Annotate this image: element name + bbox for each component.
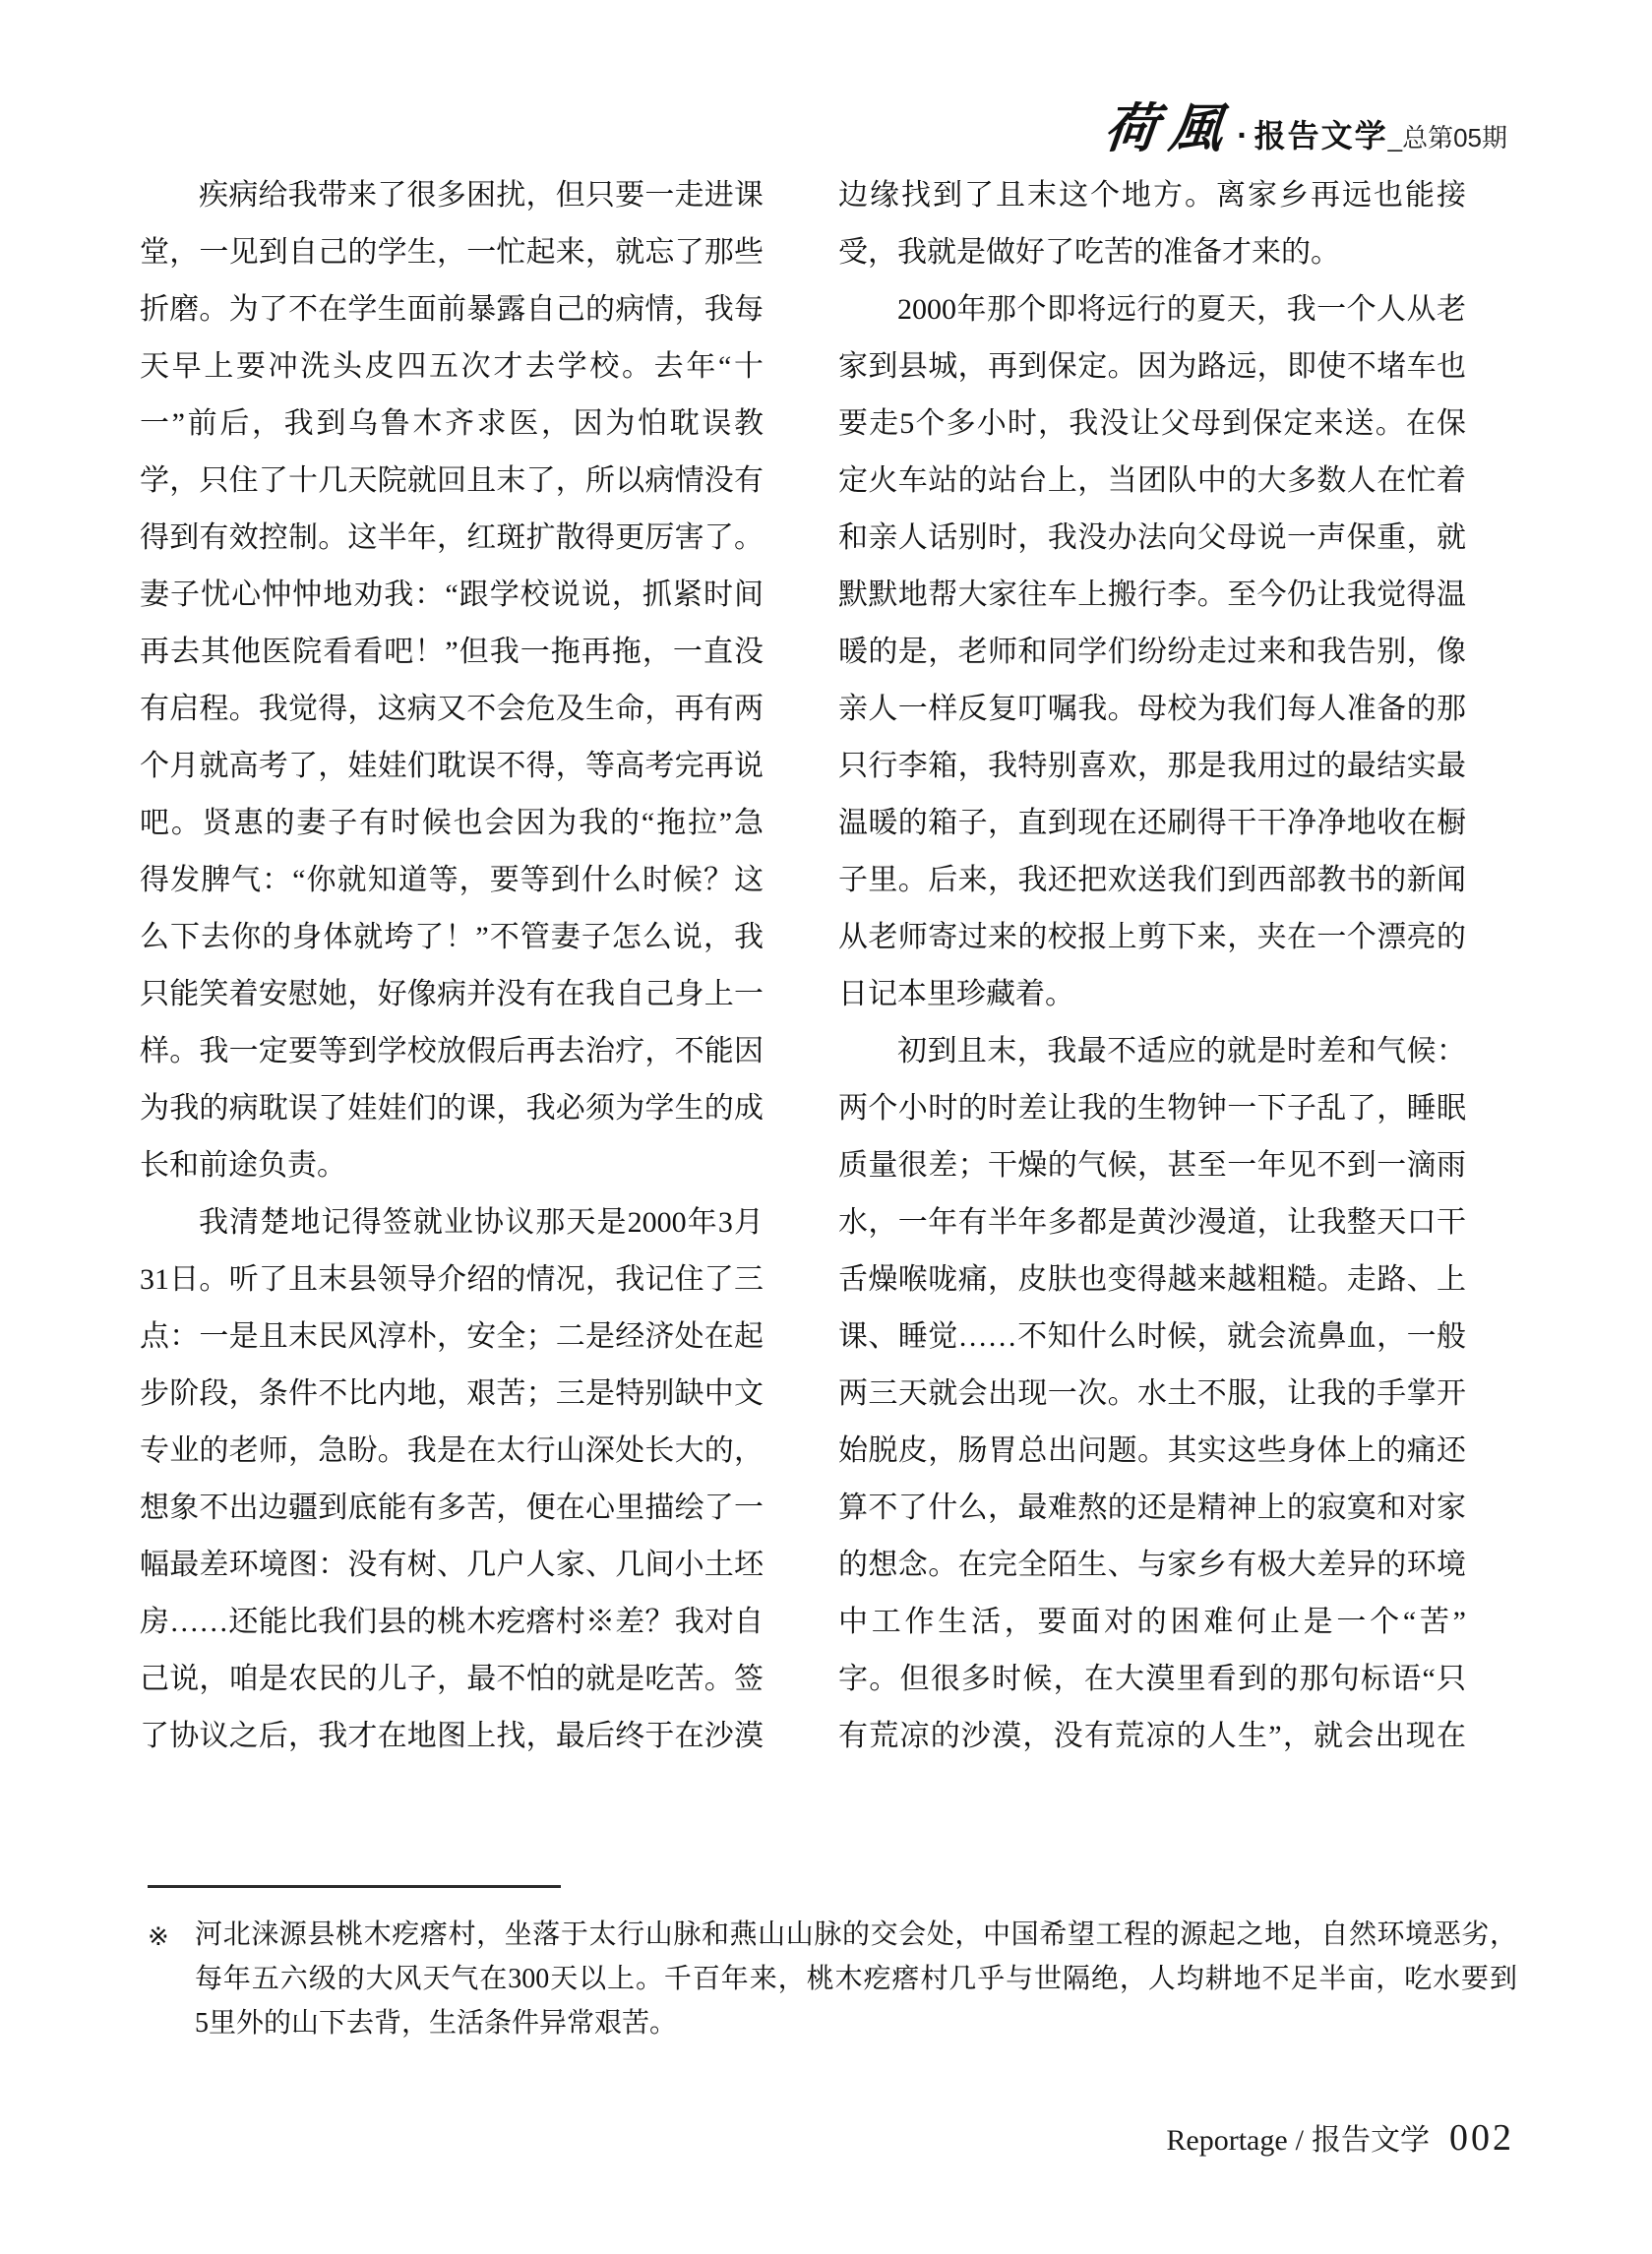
header-issue-number: _总第05期: [1387, 123, 1507, 152]
text-line: 2000年那个即将远行的夏天，我一个人从老: [897, 293, 1466, 326]
text-line: 学，只住了十几天院就回且末了，所以病情没有: [140, 464, 764, 497]
footnote-divider: [148, 1885, 561, 1888]
text-line: 一”前后，我到乌鲁木齐求医，因为怕耽误教: [140, 407, 764, 440]
text-line: 专业的老师，急盼。我是在太行山深处长大的，: [140, 1434, 764, 1467]
text-line: 默默地帮大家往车上搬行李。至今仍让我觉得温: [838, 579, 1466, 611]
text-line: 初到且末，我最不适应的就是时差和气候：: [897, 1035, 1466, 1067]
text-line: 堂，一见到自己的学生，一忙起来，就忘了那些: [140, 236, 764, 269]
text-line: 河北涞源县桃木疙瘩村，坐落于太行山脉和燕山山脉的交会处，中国希望工程的源起之地，自然环境恶劣，: [195, 1919, 1517, 1950]
text-line: 日记本里珍藏着。: [838, 978, 1074, 1010]
footer-journal-en: Reportage: [1166, 2124, 1288, 2157]
text-line: 舌燥喉咙痛，皮肤也变得越来越粗糙。走路、上: [838, 1263, 1466, 1296]
text-line: 只行李箱，我特别喜欢，那是我用过的最结实最: [838, 750, 1466, 782]
text-line: 样。我一定要等到学校放假后再去治疗，不能因: [140, 1035, 764, 1067]
footnote-text: [195, 1913, 1517, 2045]
text-line: 子里。后来，我还把欢送我们到西部教书的新闻: [838, 864, 1466, 896]
text-line: 从老师寄过来的校报上剪下来，夹在一个漂亮的: [838, 921, 1466, 953]
footnote-marker: ※: [148, 1922, 169, 1951]
text-line: 折磨。为了不在学生面前暴露自己的病情，我每: [140, 293, 764, 326]
page-header: [1101, 87, 1507, 162]
text-line: 得发脾气：“你就知道等，要等到什么时候？这: [140, 864, 764, 896]
text-line: 么下去你的身体就垮了！”不管妻子怎么说，我: [140, 921, 764, 953]
text-line: 质量很差；干燥的气候，甚至一年见不到一滴雨: [838, 1149, 1466, 1182]
text-line: 要走5个多小时，我没让父母到保定来送。在保: [838, 407, 1466, 440]
article-column-left: [140, 167, 764, 1765]
text-line: 了协议之后，我才在地图上找，最后终于在沙漠: [140, 1720, 764, 1752]
text-line: 和亲人话别时，我没办法向父母说一声保重，就: [838, 521, 1466, 554]
text-line: 我清楚地记得签就业协议那天是2000年3月: [199, 1206, 764, 1239]
text-line: 想象不出边疆到底能有多苦，便在心里描绘了一: [140, 1492, 764, 1524]
header-separator-dot: ·: [1237, 117, 1249, 154]
text-line: 定火车站的站台上，当团队中的大多数人在忙着: [838, 464, 1466, 497]
text-line: 字。但很多时候，在大漠里看到的那句标语“只: [838, 1663, 1466, 1695]
text-line: 天早上要冲洗头皮四五次才去学校。去年“十: [140, 350, 764, 383]
text-line: 房……还能比我们县的桃木疙瘩村※差？我对自: [140, 1606, 764, 1638]
page-footer: [1166, 2115, 1514, 2160]
text-line: 受，我就是做好了吃苦的准备才来的。: [838, 236, 1340, 269]
text-line: 每年五六级的大风天气在300天以上。千百年来，桃木疙瘩村几乎与世隔绝，人均耕地不足半亩，吃水要到: [195, 1964, 1517, 1994]
text-line: 疾病给我带来了很多困扰，但只要一走进课: [199, 179, 764, 212]
journal-logo: 荷風: [1101, 96, 1239, 159]
text-line: 亲人一样反复叮嘱我。母校为我们每人准备的那: [838, 693, 1466, 725]
text-line: 中工作生活，要面对的困难何止是一个“苦”: [838, 1606, 1466, 1638]
footnote: [148, 1913, 1517, 2045]
text-line: 个月就高考了，娃娃们耽误不得，等高考完再说: [140, 750, 764, 782]
text-line: 暖的是，老师和同学们纷纷走过来和我告别，像: [838, 636, 1466, 668]
text-line: 己说，咱是农民的儿子，最不怕的就是吃苦。签: [140, 1663, 764, 1695]
text-line: 步阶段，条件不比内地，艰苦；三是特别缺中文: [140, 1377, 764, 1410]
text-line: 幅最差环境图：没有树、几户人家、几间小土坯: [140, 1549, 764, 1581]
text-line: 家到县城，再到保定。因为路远，即使不堵车也: [838, 350, 1466, 383]
article-column-right: [838, 167, 1466, 1765]
footer-page-number: 002: [1449, 2117, 1514, 2159]
text-line: 算不了什么，最难熬的还是精神上的寂寞和对家: [838, 1492, 1466, 1524]
text-line: 两三天就会出现一次。水土不服，让我的手掌开: [838, 1377, 1466, 1410]
text-line: 两个小时的时差让我的生物钟一下子乱了，睡眠: [838, 1092, 1466, 1125]
text-line: 31日。听了且末县领导介绍的情况，我记住了三: [140, 1263, 764, 1296]
text-line: 妻子忧心忡忡地劝我：“跟学校说说，抓紧时间: [140, 579, 764, 611]
text-line: 为我的病耽误了娃娃们的课，我必须为学生的成: [140, 1092, 764, 1125]
text-line: 的想念。在完全陌生、与家乡有极大差异的环境: [838, 1549, 1466, 1581]
text-line: 只能笑着安慰她，好像病并没有在我自己身上一: [140, 978, 764, 1010]
text-line: 5里外的山下去背，生活条件异常艰苦。: [195, 2008, 678, 2039]
text-line: 课、睡觉……不知什么时候，就会流鼻血，一般: [838, 1320, 1466, 1353]
footer-slash: /: [1295, 2124, 1304, 2157]
text-line: 温暖的箱子，直到现在还刷得干干净净地收在橱: [838, 807, 1466, 839]
header-section-title: 报告文学: [1254, 118, 1388, 153]
text-line: 点：一是且末民风淳朴，安全；二是经济处在起: [140, 1320, 764, 1353]
text-line: 吧。贤惠的妻子有时候也会因为我的“拖拉”急: [140, 807, 764, 839]
text-line: 有荒凉的沙漠，没有荒凉的人生”，就会出现在: [838, 1720, 1466, 1752]
text-line: 始脱皮，肠胃总出问题。其实这些身体上的痛还: [838, 1434, 1466, 1467]
text-line: 得到有效控制。这半年，红斑扩散得更厉害了。: [140, 521, 764, 554]
text-line: 边缘找到了且末这个地方。离家乡再远也能接: [838, 179, 1466, 212]
text-line: 有启程。我觉得，这病又不会危及生命，再有两: [140, 693, 764, 725]
text-line: 水，一年有半年多都是黄沙漫道，让我整天口干: [838, 1206, 1466, 1239]
text-line: 再去其他医院看看吧！”但我一拖再拖，一直没: [140, 636, 764, 668]
text-line: 长和前途负责。: [140, 1149, 346, 1182]
footer-journal-zh: 报告文学: [1312, 2124, 1430, 2157]
